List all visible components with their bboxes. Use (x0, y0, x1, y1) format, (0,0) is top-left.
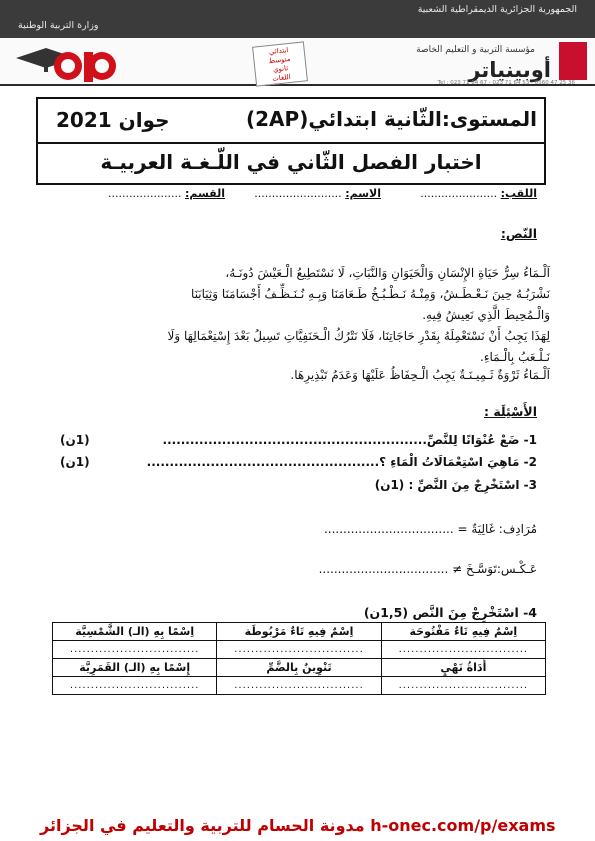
republic-line: الجمهورية الجزائرية الديمقراطية الشعبية (417, 4, 577, 15)
name-blank: ......................... (254, 187, 342, 200)
answer-cell[interactable]: ............................... (217, 677, 381, 695)
question-text: 3- اسْتَخْرِجْ مِنَ النَّصِّ : (1ن) (374, 478, 537, 492)
passage-line: اَلْـمَاءُ سِرُّ حَيَاةِ الإِنْسَانِ وَالْحَيَوَانِ وَالنَّبَاتِ، لَا نَسْتَطِيعُ الْـعَيْشَ دُونَـهُ، (225, 266, 550, 280)
school-logo-icon (6, 40, 146, 84)
school-brand: أوبينياتر (468, 58, 551, 82)
question-1[interactable] (60, 433, 537, 447)
section-label: القسم: (184, 187, 225, 200)
answer-cell[interactable]: ............................... (381, 641, 545, 659)
school-levels-badge: ابتدائي متوسط ثانوي اللغات (252, 41, 308, 86)
question-points: (1ن) (60, 433, 90, 447)
table-header: أَدَاةُ نَهْيٍ (381, 659, 545, 677)
table-header: اِسْمًا بِهِ (الـ) الشَّمْسِيَّة (53, 623, 217, 641)
answer-cell[interactable]: ............................... (217, 641, 381, 659)
passage-line: لِهَذَا يَجِبُ أَنْ نَسْتَعْمِلَهُ بِقَدْرِ حَاجَاتِنَا، فَلَا نَتْرُكُ الْـحَنَفِيَّاتِ تَسِيلُ بَعْدَ إِسْتِعْمَالِهَا وَلَا (167, 329, 550, 343)
question-text: 2- مَاهِيَ اسْتِعْمَالَاتُ الْمَاءِ ؟................................................... (146, 455, 537, 469)
table-row (53, 677, 546, 695)
table-header: تَنْوِينٌ بِالضَّمِّ (217, 659, 381, 677)
section-blank: ..................... (108, 187, 182, 200)
synonym-item[interactable]: مُرَادِف: غَالِيَةٌ = .................................. (323, 522, 537, 536)
question-text: 1- ضَعْ عُنْوَانًا لِلنَّصِّ.......................................................... (162, 433, 537, 447)
passage-line: وَالْـمُحِيطَ الَّذِي نَعِيشُ فِيهِ. (422, 308, 550, 322)
question-3 (60, 478, 537, 492)
table-header: اِسْمٌ فِيهِ تَاءٌ مَرْبُوطَة (217, 623, 381, 641)
surname-field[interactable] (420, 187, 537, 200)
table-row (53, 641, 546, 659)
table-header: إِسْمًا بِهِ (الـ) القَمَرِيَّة (53, 659, 217, 677)
passage-line: نَـلْـعَبُ بِالْـمَاءِ. (480, 350, 550, 364)
surname-label: اللقب: (500, 187, 537, 200)
table-row (53, 623, 546, 641)
surname-blank: ...................... (420, 187, 498, 200)
answer-cell[interactable]: ............................... (53, 641, 217, 659)
name-label: الاسم: (345, 187, 381, 200)
answer-cell[interactable]: ............................... (381, 677, 545, 695)
question-2[interactable] (60, 455, 537, 469)
school-name: مؤسسة التربية و التعليم الخاصة (416, 45, 535, 55)
grade-level: المستوى:الثّانية ابتدائي(2AP) (246, 107, 537, 131)
table-header: اِسْمٌ فِيهِ تَاءٌ مَفْتُوحَة (381, 623, 545, 641)
passage-line: نَشْرَبُـهُ حِينَ نَـعْـطَـشُ، وَمِنْـهُ نَـطْـبُـخُ طَـعَامَنَا وَبِـهِ نُـنَـظِّـفُ أَجْسَامَنَا وَثِيَابَنَا (191, 287, 550, 301)
name-field[interactable] (254, 187, 381, 200)
passage-heading: النّص: (500, 226, 537, 241)
questions-heading: الأَسْئِلَة : (483, 404, 537, 419)
antonym-item[interactable]: عَـكْـس:تَوَسَّـخَ ≠ .................................. (318, 562, 537, 576)
exam-title: اختبار الفصل الثّاني في اللّـغـة العربيـة (100, 150, 482, 174)
question-4: 4- اسْتَخْرِجْ مِنَ النَّص (1,5ن) (363, 605, 537, 620)
answer-cell[interactable]: ............................... (53, 677, 217, 695)
section-field[interactable] (108, 187, 225, 200)
table-row (53, 659, 546, 677)
question-points: (1ن) (60, 455, 90, 469)
header-divider (36, 142, 546, 144)
masthead-band (0, 0, 595, 38)
brand-flag-icon (559, 42, 587, 80)
passage-line: اَلْـمَاءُ ثَرْوَةٌ ثَـمِيـنَـةٌ يَجِبُ الْـحِفَاظُ عَلَيْهَا وَعَدَمُ تَبْذِيرِهَا. (290, 368, 550, 382)
footer-watermark: مدونة الحسام للتربية والتعليم في الجزائر h-onec.com/p/exams (40, 816, 556, 835)
school-contact: Tel : 023 71 64 67 - 023 71 64 53 - 0560 47 25 36 (437, 80, 575, 86)
answer-table (52, 622, 546, 695)
ministry-line: وزارة التربية الوطنية (18, 20, 99, 31)
exam-date: جوان 2021 (56, 108, 170, 132)
